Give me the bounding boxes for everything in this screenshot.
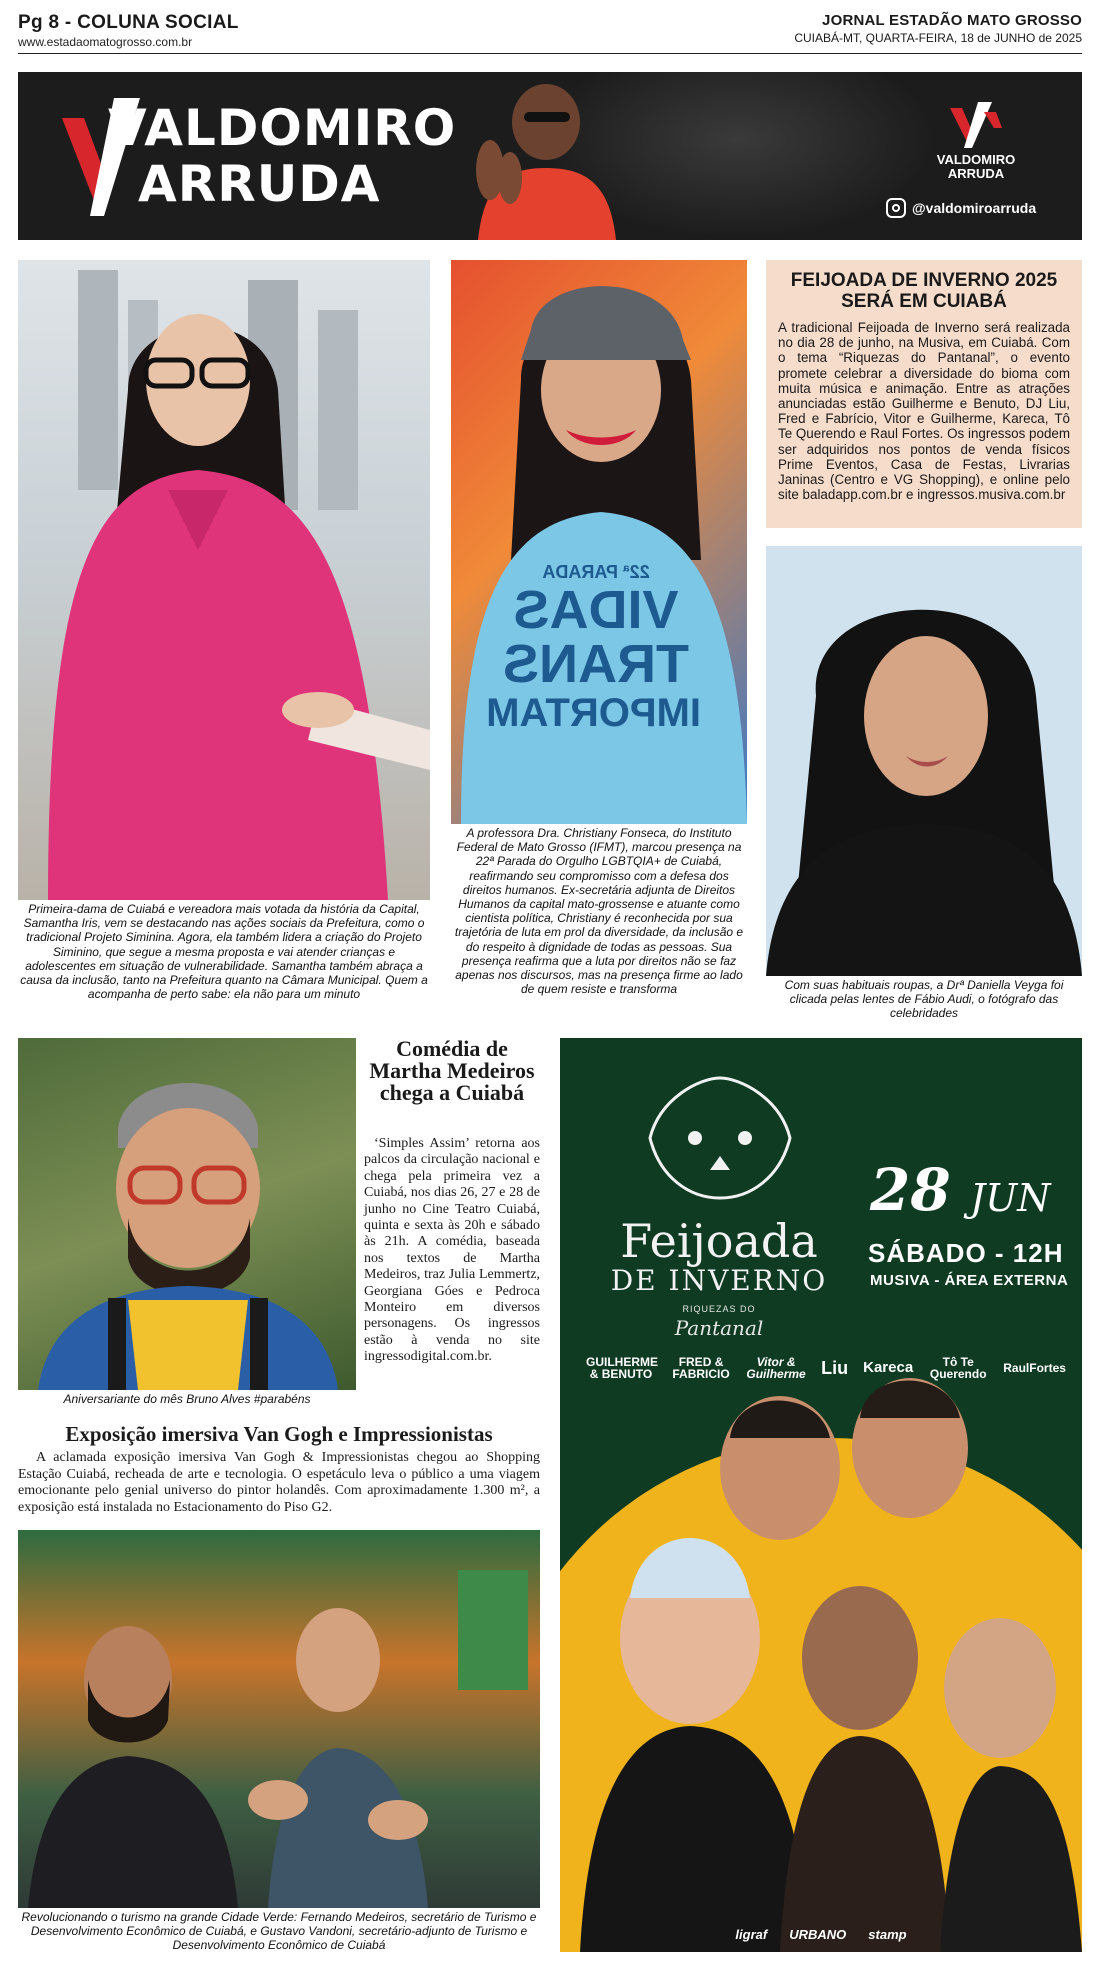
expo-article-title: Exposição imersiva Van Gogh e Impressionistas: [65, 1422, 493, 1446]
feijoada-article-title: FEIJOADA DE INVERNO 2025 SERÁ EM CUIABÁ: [790, 270, 1058, 312]
lineup-item: Liu: [821, 1358, 849, 1378]
photo-bruno: [18, 1038, 356, 1390]
shirt-line4: IMPORTAM: [486, 691, 701, 735]
page-header: [18, 12, 1082, 54]
poster-title-sub: DE INVERNO: [610, 1264, 828, 1297]
brand-logo-line2: ARRUDA: [947, 166, 1005, 181]
columnist-photo: [428, 72, 628, 240]
instagram-handle-text: @valdomiroarruda: [912, 200, 1037, 216]
lineup-item: Tô Te Querendo: [929, 1355, 987, 1381]
site-url[interactable]: www.estadaomatogrosso.com.br: [18, 35, 193, 49]
photo-christiany-illustration: [451, 260, 747, 824]
poster-lineup: [586, 1356, 1066, 1380]
banner-name-line2: ARRUDA: [138, 155, 381, 213]
lineup-item: Vitor & Guilherme: [746, 1355, 806, 1381]
caption-bruno: Aniversariante do mês Bruno Alves #parabéns: [63, 1392, 311, 1406]
newspaper-name: JORNAL ESTADÃO MATO GROSSO: [822, 12, 1082, 29]
poster-day: 28: [870, 1156, 951, 1224]
photo-samantha-illustration: [18, 260, 430, 900]
caption-vangogh: Revolucionando o turismo na grande Cidade Verde: Fernando Medeiros, secretário de Turismo e Desenvolvimento Econômico de Cuiabá, e Gustavo Vandoni, secretário-adjunto de Turismo e Desenvolvimento Econômico de Cuiabá: [21, 1910, 537, 1953]
shirt-line2: VIDAS: [513, 580, 679, 640]
lineup-item: FRED & FABRICIO: [672, 1355, 730, 1381]
caption-samantha: Primeira-dama de Cuiabá e vereadora mais votada da história da Capital, Samantha Iris, vem se destacando nas ações sociais da Prefeitura, como o tradicional Projeto Siminina. Agora, ela também lidera a criação do Projeto Siminino, que segue a mesma proposta e vai atender crianças e adolescentes em situação de vulnerabilidade. Samantha também abraça a causa da inclusão, tanto na Prefeitura quanto na Câmara Municipal. Quem a acompanha de perto sabe: ela não para um minuto: [20, 902, 428, 1002]
brand-logo-line1: VALDOMIRO: [936, 152, 1016, 167]
column-banner: [18, 72, 1082, 240]
comedy-article-body: ‘Simples Assim’ retorna aos palcos da circulação nacional e chega pela primeira vez a Cuiabá, nos dias 26, 27 e 28 de junho no Cine Teatro Cuiabá, quinta e sexta às 20h e sábado às 21h. A comédia, baseada nos textos de Martha Medeiros, traz Julia Lemmertz, Georgiana Góes e Pedroca Monteiro em diversos personagens. Os ingressos estão à venda no site ingressodigital.com.br.: [364, 1136, 540, 1365]
photo-bruno-illustration: [18, 1038, 356, 1390]
shirt-line3: TRANS: [503, 634, 689, 694]
sponsor-logo: ligraf: [735, 1927, 768, 1942]
banner-name: [108, 100, 456, 212]
expo-article-body: A aclamada exposição imersiva Van Gogh & Impressionistas chegou ao Shopping Estação Cuiabá, recheada de arte e tecnologia. O espetáculo leva o público a uma viagem emocionante pelo genial universo do pintor holandês. Com aproximadamente 1.300 m², a exposição está instalada no Estacionamento do Piso G2.: [18, 1450, 540, 1515]
date-line: CUIABÁ-MT, QUARTA-FEIRA, 18 de JUNHO de 2025: [794, 31, 1082, 45]
poster-weekday-time: SÁBADO - 12H: [868, 1238, 1064, 1268]
photo-christiany: [451, 260, 747, 824]
photo-samantha: [18, 260, 430, 900]
poster-venue: MUSIVA - ÁREA EXTERNA: [870, 1272, 1069, 1289]
poster-theme-line2: Pantanal: [674, 1316, 764, 1340]
caption-christiany: A professora Dra. Christiany Fonseca, do Instituto Federal de Mato Grosso (IFMT), marcou presença na 22ª Parada do Orgulho LGBTQIA+ de Cuiabá, reafirmando seu compromisso com a defesa dos direitos humanos. Ex-secretária adjunta de Direitos Humanos da capital mato-grossense e atuante como cientista política, Christiany é reconhecida por sua trajetória de luta em prol da diversidade, da inclusão e do respeito à dignidade de todas as pessoas. Sua presença reafirma que a luta por direitos não se faz apenas nos discursos, mas na presença firme ao lado de quem resiste e transforma: [454, 826, 744, 997]
poster-title: Feijoada: [620, 1214, 818, 1268]
photo-daniella-illustration: [766, 546, 1082, 976]
feijoada-article: [766, 260, 1082, 528]
feijoada-article-body: A tradicional Feijoada de Inverno será realizada no dia 28 de junho, na Musiva, em Cuiabá. Com o tema “Riquezas do Pantanal”, o evento promete celebrar a diversidade do bioma com muita música e animação. Entre as atrações anunciadas estão Guilherme e Benuto, DJ Liu, Fred e Fabrício, Vitor e Guilherme, Kareca, Tô Te Querendo e Raul Fortes. Os ingressos podem ser adquiridos nos pontos de venda físicos Prime Eventos, Casa de Festas, Livrarias Janinas (Centro e VG Shopping), e online pelo site baladapp.com.br e ingressos.musiva.com.br: [778, 320, 1070, 503]
poster-month: JUN: [970, 1176, 1051, 1220]
photo-vangogh-illustration: [18, 1530, 540, 1908]
sponsor-logo: URBANO: [789, 1927, 847, 1942]
comedy-article-title: Comédia de Martha Medeiros chega a Cuiabá: [369, 1036, 535, 1105]
feijoada-poster: [560, 1038, 1082, 1952]
sponsor-logo: stamp: [868, 1927, 907, 1942]
instagram-handle[interactable]: [886, 198, 1036, 218]
brand-logo: [916, 102, 1036, 181]
photo-vangogh: [18, 1530, 540, 1908]
lineup-item: RaulFortes: [1003, 1361, 1066, 1375]
lineup-item: GUILHERME & BENUTO: [586, 1355, 658, 1381]
instagram-icon: [886, 198, 906, 218]
lineup-item: Kareca: [863, 1359, 914, 1376]
poster-sponsors: [560, 1927, 1082, 1942]
banner-name-line1: VALDOMIRO: [108, 99, 457, 157]
page-section-label: Pg 8 - COLUNA SOCIAL: [18, 12, 239, 33]
poster-theme-line1: RIQUEZAS DO: [682, 1304, 756, 1314]
shirt-print: [486, 562, 701, 735]
caption-daniella: Com suas habituais roupas, a Drª Daniella Veyga foi clicada pelas lentes de Fábio Audi, o fotógrafo das celebridades: [784, 978, 1064, 1021]
shirt-line1: 22ª PARADA: [542, 562, 650, 582]
brand-logo-icon: [948, 102, 1004, 148]
photo-daniella: [766, 546, 1082, 976]
